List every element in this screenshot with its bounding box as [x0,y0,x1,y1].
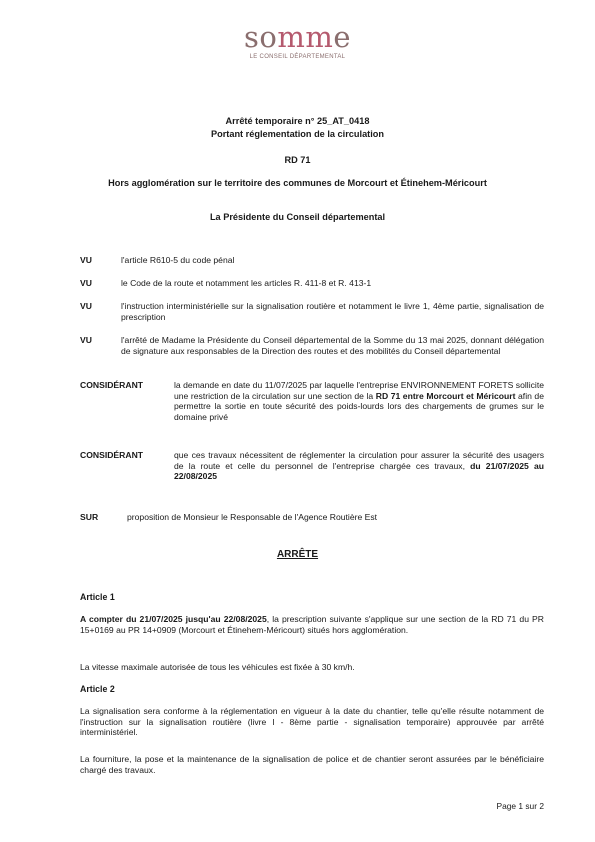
page-number: Page 1 sur 2 [496,801,544,811]
vu-label: VU [80,301,92,311]
article-1-paragraph-2: La vitesse maximale autorisée de tous les véhicules est fixée à 30 km/h. [80,662,355,672]
department-logo [0,22,595,60]
vu-text: l'arrêté de Madame la Présidente du Conseil départemental de la Somme du 13 mai 2025, donnant délégation de signature aux responsables de la Direction des routes et des mobilités du Conseil départemental [121,335,544,356]
article-1-paragraph-1: A compter du 21/07/2025 jusqu'au 22/08/2025, la prescription suivante s'applique sur une section de la RD 71 du PR 15+0169 au PR 14+0909 (Morcourt et Étinehem-Méricourt) situés hors agglomération. [80,614,544,635]
authority-line: La Présidente du Conseil départemental [209,212,386,222]
article-1-title: Article 1 [80,592,115,602]
article-2-paragraph-1: La signalisation sera conforme à la réglementation en vigueur à la date du chantier, telle qu'elle résulte notamment de l'instruction sur la signalisation routière (livre I - 8ème partie - signalisation temporaire) approuvée par arrêté interministériel. [80,706,544,738]
considerant-text: que ces travaux nécessitent de réglementer la circulation pour assurer la sécurité des usagers de la route et celle du personnel de l'entreprise chargée ces travaux, du 21/07/2025 au 22/08/2025 [174,450,544,482]
logo-subtitle: LE CONSEIL DÉPARTEMENTAL [249,54,346,60]
decree-subject: Portant réglementation de la circulation [210,129,385,139]
vu-label: VU [80,278,92,288]
vu-text: l'instruction interministérielle sur la signalisation routière et notamment le livre 1, 4ème partie, signalisation de prescription [121,301,544,322]
article-2-title: Article 2 [80,684,115,694]
road-identifier: RD 71 [284,155,311,165]
considerant-text: la demande en date du 11/07/2025 par laquelle l'entreprise ENVIRONNEMENT FORETS sollicite une restriction de la circulation sur une section de la RD 71 entre Morcourt et Méricourt afin de permettre la sortie en toute sécurité des poids-lourds lors des chargements de grumes sur le domaine privé [174,380,544,422]
vu-label: VU [80,255,92,265]
vu-label: VU [80,335,92,345]
article-2-paragraph-2: La fourniture, la pose et la maintenance de la signalisation de police et de chantier seront assurées par le bénéficiaire chargé des travaux. [80,754,544,775]
considerant-label: CONSIDÉRANT [80,380,144,390]
decree-number: Arrêté temporaire n° 25_AT_0418 [225,116,370,126]
vu-text: le Code de la route et notamment les articles R. 411-8 et R. 413-1 [121,278,372,288]
sur-text: proposition de Monsieur le Responsable de l'Agence Routière Est [127,512,378,522]
logo-wordmark: somme [243,20,351,54]
location-line: Hors agglomération sur le territoire des communes de Morcourt et Étinehem-Méricourt [108,178,487,188]
sur-label: SUR [80,512,99,522]
arrete-heading: ARRÊTE [276,549,319,560]
considerant-label: CONSIDÉRANT [80,450,144,460]
vu-text: l'article R610-5 du code pénal [121,255,235,265]
